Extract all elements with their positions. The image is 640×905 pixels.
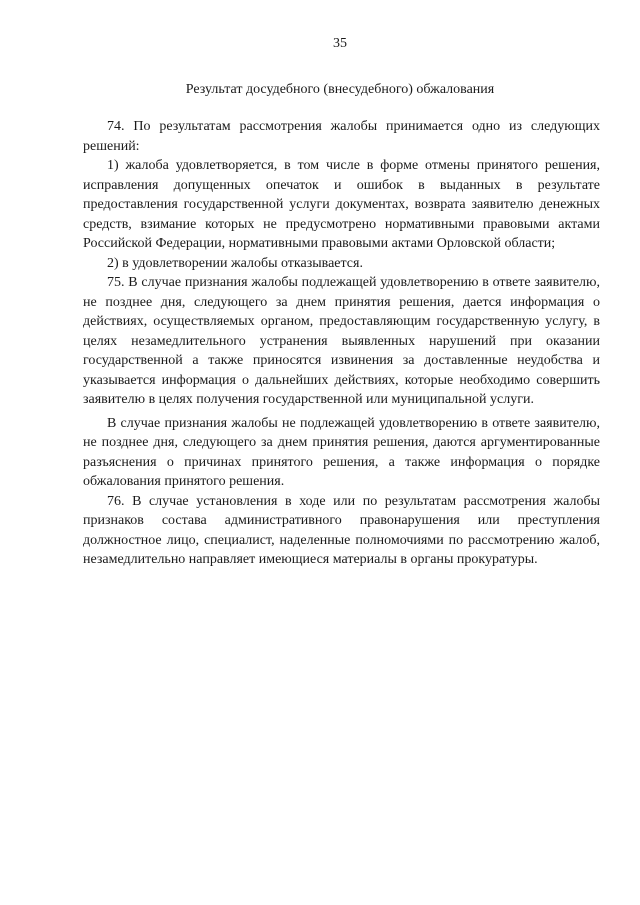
paragraph-74: 74. По результатам рассмотрения жалобы принимается одно из следующих решений: <box>83 119 600 154</box>
page-number: 35 <box>333 36 347 51</box>
paragraph-75-refusal: В случае признания жалобы не подлежащей удовлетворению в ответе заявителю, не позднее дня, следующего за днем принятия решения, даются аргументированные разъяснения о причинах принятого решения, а также информация о порядке обжалования принятого решения. <box>83 415 600 489</box>
paragraph-76: 76. В случае установления в ходе или по результатам рассмотрения жалобы признаков состава административного правонарушения или преступления должностное лицо, специалист, наделенные полномочиями по рассмотрению жалоб, незамедлительно направляет имеющиеся материалы в органы прокуратуры. <box>83 493 600 567</box>
document-body <box>83 117 600 570</box>
paragraph-75: 75. В случае признания жалобы подлежащей удовлетворению в ответе заявителю, не позднее дня, следующего за днем принятия решения, дается информация о действиях, осуществляемых органом, предоставляющим государственную услугу, в целях незамедлительного устранения выявленных нарушений при оказании государственной а также приносятся извинения за доставленные неудобства и указывается информация о дальнейших действиях, которые необходимо совершить заявителю в целях получения государственной или муниципальной услуги. <box>83 275 600 407</box>
paragraph-74-item-2: 2) в удовлетворении жалобы отказывается. <box>107 255 363 271</box>
paragraph-74-item-1: 1) жалоба удовлетворяется, в том числе в форме отмены принятого решения, исправления допущенных опечаток и ошибок в выданных в результате предоставления государственной услуги документах, возврата заявителю денежных средств, взимание которых не предусмотрено нормативными правовыми актами Российской Федерации, нормативными правовыми актами Орловской области; <box>83 158 600 251</box>
section-heading: Результат досудебного (внесудебного) обжалования <box>185 82 495 97</box>
